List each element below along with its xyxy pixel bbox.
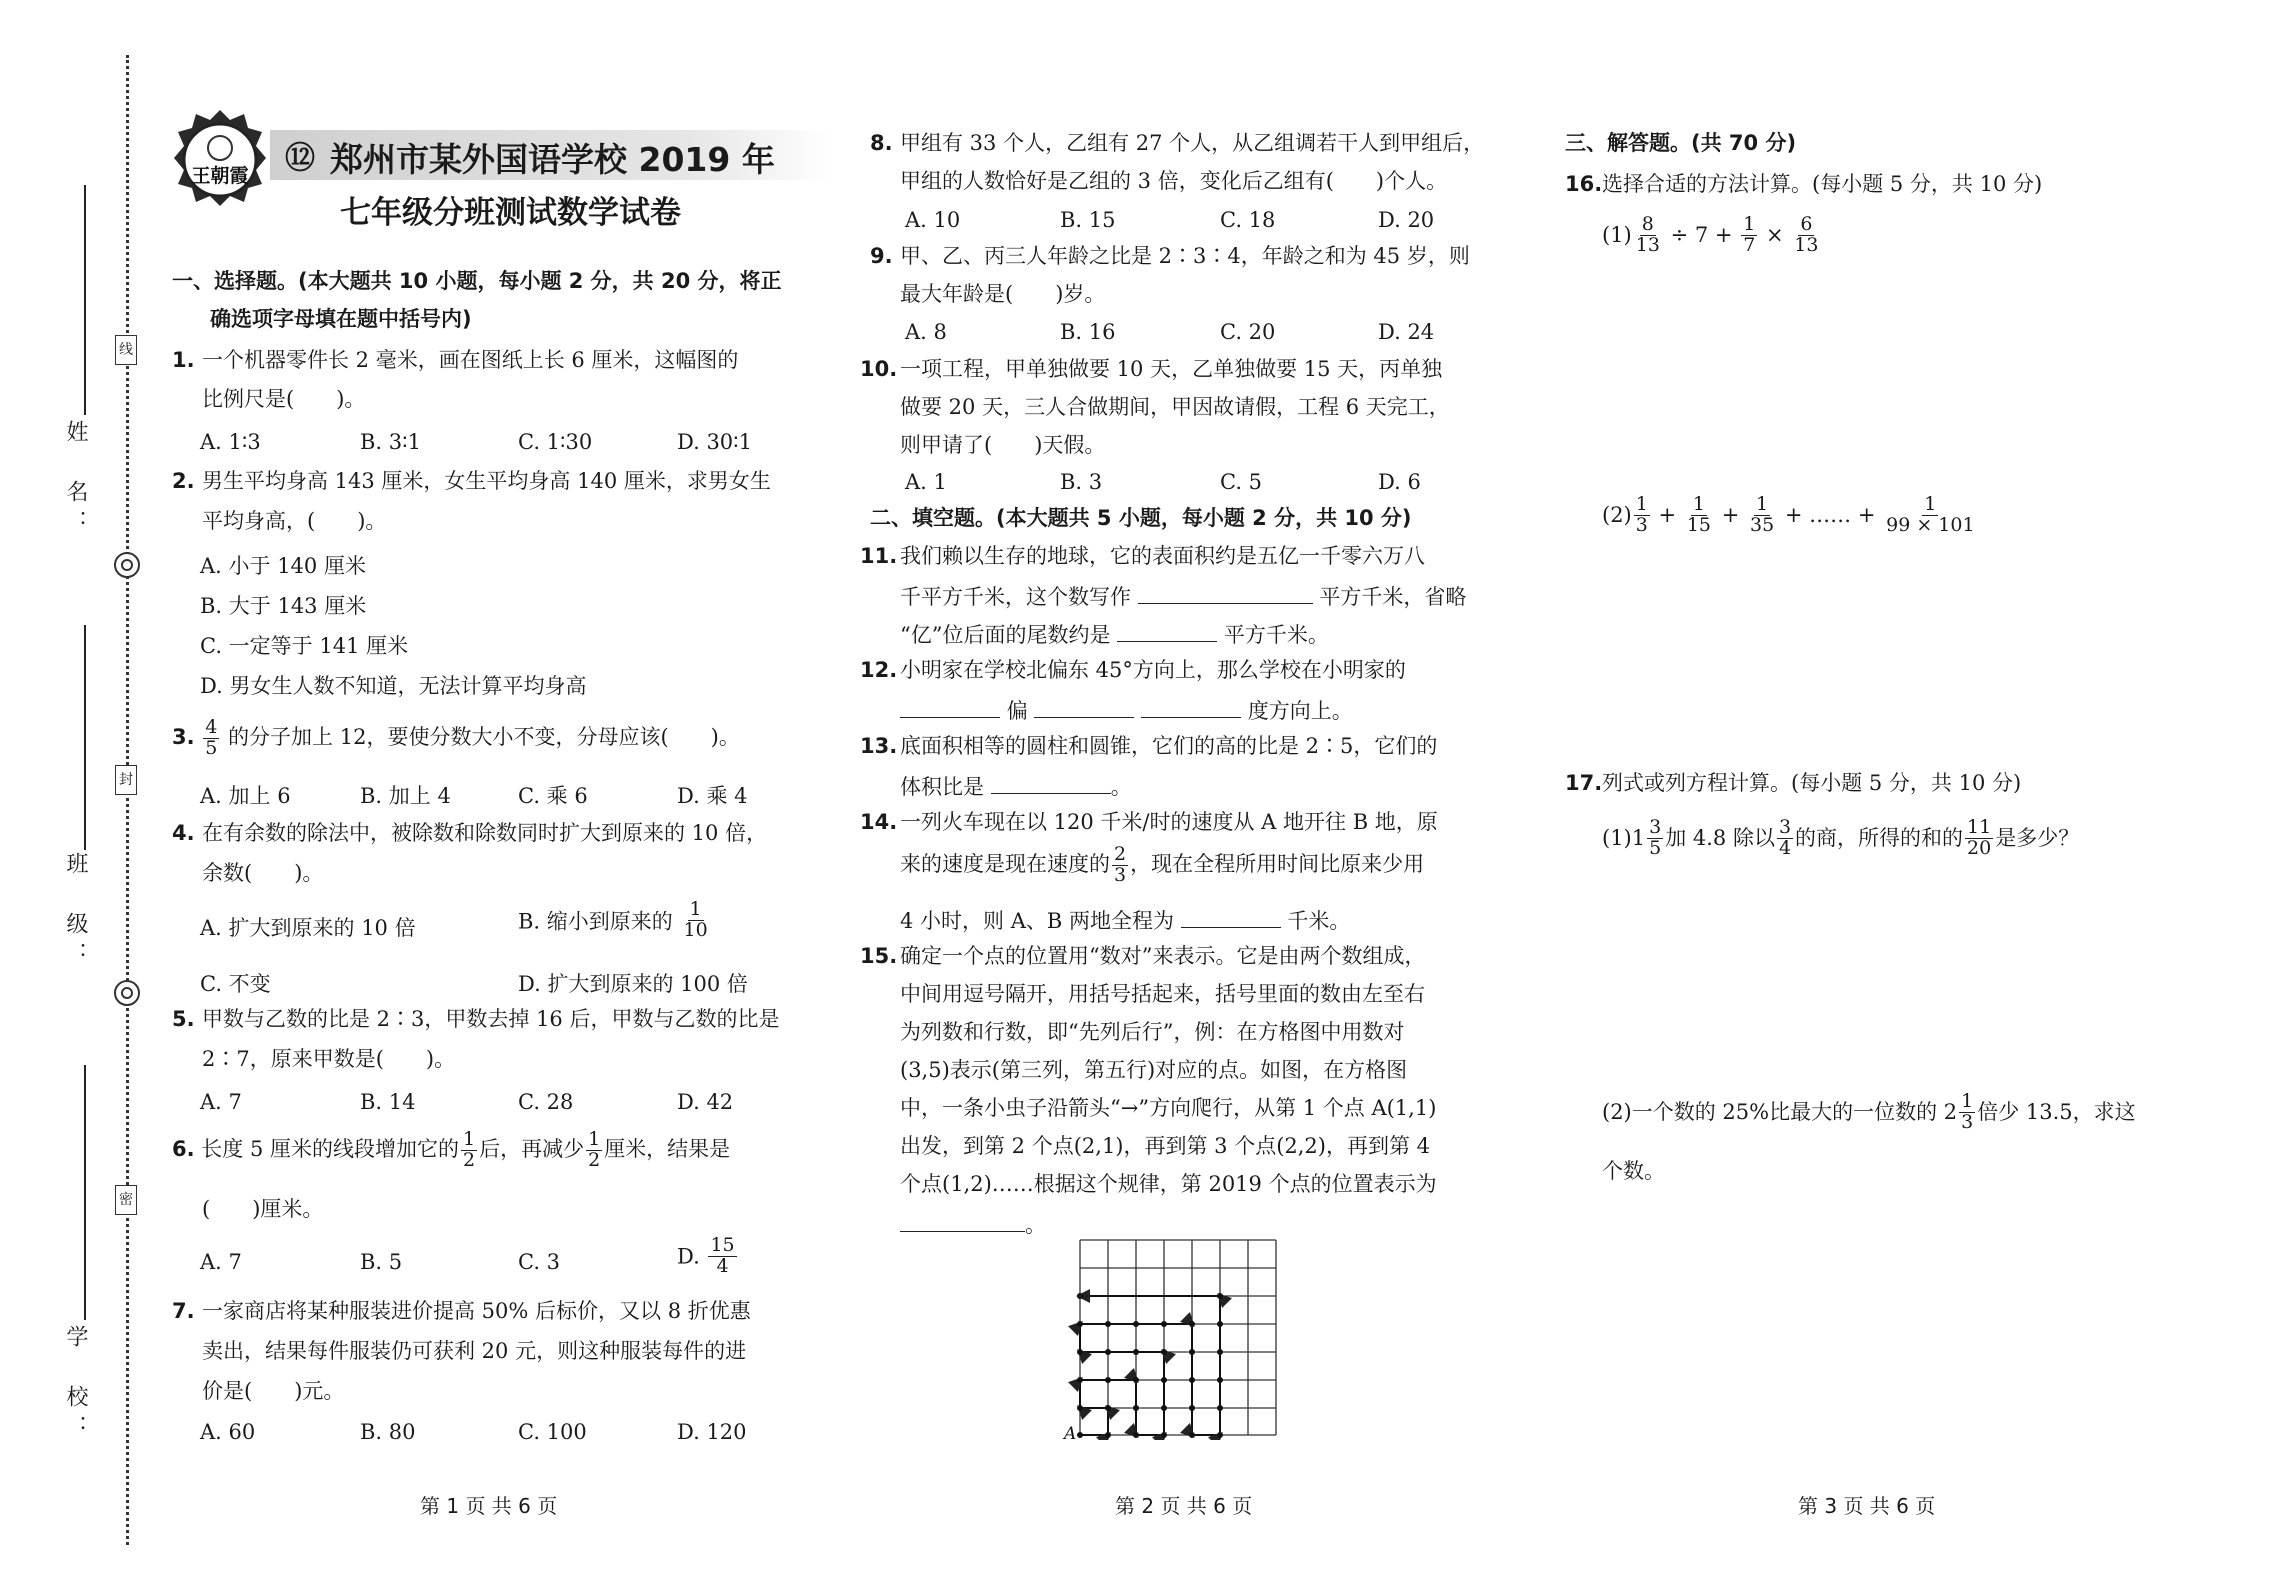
q4-stem: 在有余数的除法中，被除数和除数同时扩大到原来的 10 倍，: [202, 821, 768, 845]
q1-option-b: B. 3∶1: [360, 430, 421, 454]
q4-number: 4.: [172, 821, 195, 845]
q17-stem: 列式或列方程计算。(每小题 5 分，共 10 分): [1602, 771, 2022, 795]
q1-number: 1.: [172, 348, 195, 372]
q3-fraction: $\frac{4}{5}$: [205, 716, 218, 759]
q5-number: 5.: [172, 1007, 195, 1031]
q11-stem: 我们赖以生存的地球，它的表面积约是五亿一千零六万八: [900, 544, 1425, 568]
q9-option-b: B. 16: [1060, 320, 1116, 344]
q13-stem-row2: 体积比是 。: [900, 775, 1132, 799]
q17-number: 17.: [1565, 771, 1603, 795]
binding-marker-seal: 封: [115, 765, 137, 795]
q15-grid-figure: [1060, 1230, 1290, 1440]
class-field[interactable]: [84, 625, 86, 850]
section-2-title: 二、填空题。(本大题共 5 小题，每小题 2 分，共 10 分): [870, 506, 1412, 530]
q7-stem: 一家商店将某种服装进价提高 50% 后标价，又以 8 折优惠: [202, 1299, 751, 1323]
q15-line: 为列数和行数，即“先列后行”，例：在方格图中用数对: [900, 1020, 1405, 1044]
q4-option-d: D. 扩大到原来的 100 倍: [518, 972, 748, 996]
q4-stem-cont: 余数( )。: [202, 861, 324, 885]
q11-blank-2[interactable]: [1117, 621, 1217, 642]
q5-stem-cont: 2∶7，原来甲数是( )。: [202, 1047, 456, 1071]
q15-line: (3,5)表示(第三列，第五行)对应的点。如图，在方格图: [900, 1058, 1408, 1082]
logo-text: 王朝霞: [191, 165, 249, 187]
paper-number: ⑫: [285, 141, 315, 176]
q7-stem-cont: 卖出，结果每件服装仍可获利 20 元，则这种服装每件的进: [202, 1339, 747, 1363]
q8-option-c: C. 18: [1220, 208, 1276, 232]
q5-option-b: B. 14: [360, 1090, 416, 1114]
q3-stem: 的分子加上 12，要使分数大小不变，分母应该( )。: [228, 724, 740, 749]
q16-part2: (2) $\frac{1}{3}$ + $\frac{1}{15}$ + $\frac{1}{35}$ + …… + $\frac{1}{99 \times 101}$: [1602, 493, 1975, 536]
page-footer-3: 第 3 页 共 6 页: [1798, 1494, 1936, 1518]
q2-stem-cont: 平均身高，( )。: [202, 509, 387, 533]
q6-option-c: C. 3: [518, 1250, 561, 1274]
q11-blank-1[interactable]: [1138, 583, 1313, 604]
binding-marker-line: 线: [115, 335, 137, 365]
q10-option-b: B. 3: [1060, 470, 1103, 494]
q8-stem: 甲组有 33 个人，乙组有 27 个人，从乙组调若干人到甲组后，: [900, 131, 1485, 155]
q6-fraction-2: $\frac{1}{2}$: [588, 1128, 601, 1171]
q17-part1: (1)1 $\frac{3}{5}$ 加 4.8 除以 $\frac{3}{4}$ 的商，所得的和的 $\frac{11}{20}$ 是多少？: [1602, 816, 2080, 859]
q8-option-d: D. 20: [1378, 208, 1435, 232]
q10-option-a: A. 1: [905, 470, 947, 494]
q8-option-b: B. 15: [1060, 208, 1116, 232]
q6-option-a: A. 7: [200, 1250, 242, 1274]
q16-stem: 选择合适的方法计算。(每小题 5 分，共 10 分): [1602, 172, 2043, 196]
q4-option-b: B. 缩小到原来的 $\frac{1}{10}$: [518, 898, 708, 941]
q12-number: 12.: [860, 658, 898, 682]
q7-number: 7.: [172, 1299, 195, 1323]
section-1-title-cont: 确选项字母填在题中括号内): [210, 307, 472, 331]
q15-line: 出发，到第 2 个点(2,1)，再到第 3 个点(2,2)，再到第 4: [900, 1134, 1431, 1158]
q10-stem-cont2: 则甲请了( )天假。: [900, 433, 1106, 457]
q14-stem-row3: 4 小时，则 A、B 两地全程为 千米。: [900, 909, 1351, 933]
q8-stem-cont: 甲组的人数恰好是乙组的 3 倍，变化后乙组有( )个人。: [900, 169, 1448, 193]
q9-option-d: D. 24: [1378, 320, 1435, 344]
q15-blank[interactable]: [900, 1211, 1025, 1232]
q3-option-a: A. 加上 6: [200, 784, 291, 808]
q3-stem-row: [172, 718, 740, 759]
q3-option-c: C. 乘 6: [518, 784, 588, 808]
q2-option-b: B. 大于 143 厘米: [200, 594, 367, 618]
binding-marker-secret: 密: [115, 1185, 137, 1215]
q3-option-b: B. 加上 4: [360, 784, 451, 808]
paper-title-line1: 郑州市某外国语学校 2019 年: [330, 140, 775, 179]
q5-option-d: D. 42: [677, 1090, 734, 1114]
school-field[interactable]: [84, 1065, 86, 1320]
q17-part2-cont: 个数。: [1602, 1159, 1665, 1183]
q6-option-d-fraction: $\frac{15}{4}$: [710, 1234, 735, 1277]
q6-option-b: B. 5: [360, 1250, 403, 1274]
class-label: 班 级：: [63, 852, 88, 972]
q12-stem-row2: 偏 度方向上。: [900, 697, 1353, 723]
q2-number: 2.: [172, 469, 195, 493]
q12-blank-2[interactable]: [1034, 697, 1134, 718]
q13-stem: 底面积相等的圆柱和圆锥，它们的高的比是 2∶5，它们的: [900, 734, 1438, 758]
q15-line: 个点(1,2)……根据这个规律，第 2019 个点的位置表示为: [900, 1172, 1437, 1196]
q10-option-c: C. 5: [1220, 470, 1263, 494]
q2-option-a: A. 小于 140 厘米: [200, 554, 366, 578]
q6-number: 6.: [172, 1136, 195, 1161]
q1-stem-cont: 比例尺是( )。: [202, 387, 366, 411]
q3-number: 3.: [172, 724, 195, 749]
q15-answer-row: 。: [900, 1211, 1046, 1237]
q1-option-c: C. 1∶30: [518, 430, 593, 454]
q13-number: 13.: [860, 734, 898, 758]
q2-option-c: C. 一定等于 141 厘米: [200, 634, 409, 658]
q4-option-b-fraction: $\frac{1}{10}$: [683, 898, 708, 941]
q3-option-d: D. 乘 4: [677, 784, 748, 808]
q10-stem-cont: 做要 20 天，三人合做期间，甲因故请假，工程 6 天完工，: [900, 395, 1450, 419]
q4-option-a: A. 扩大到原来的 10 倍: [200, 916, 416, 940]
name-field[interactable]: [84, 185, 86, 415]
page-footer-1: 第 1 页 共 6 页: [420, 1494, 558, 1518]
q12-blank-1[interactable]: [900, 697, 1000, 718]
q5-option-a: A. 7: [200, 1090, 242, 1114]
q6-stem-row: 6. 长度 5 厘米的线段增加它的 $\frac{1}{2}$ 后，再减少 $\frac{1}{2}$ 厘米，结果是: [172, 1128, 731, 1171]
q16-part1: (1) $\frac{8}{13}$ ÷ 7 + $\frac{1}{7}$ × $\frac{6}{13}$: [1602, 213, 1819, 256]
q12-stem: 小明家在学校北偏东 45°方向上，那么学校在小明家的: [900, 658, 1406, 682]
q7-option-a: A. 60: [200, 1420, 256, 1444]
q10-stem: 一项工程，甲单独做要 10 天，乙单独做要 15 天，丙单独: [900, 357, 1443, 381]
q11-stem-row3: “亿”位后面的尾数约是 平方千米。: [900, 623, 1329, 647]
q7-option-c: C. 100: [518, 1420, 587, 1444]
q14-stem: 一列火车现在以 120 千米/时的速度从 A 地开往 B 地，原: [900, 810, 1438, 834]
q2-option-d: D. 男女生人数不知道，无法计算平均身高: [200, 674, 587, 698]
q7-stem-cont2: 价是( )元。: [202, 1379, 345, 1403]
q9-stem-cont: 最大年龄是( )岁。: [900, 282, 1106, 306]
q15-line: 中，一条小虫子沿箭头“→”方向爬行，从第 1 个点 A(1,1): [900, 1096, 1437, 1120]
q7-option-b: B. 80: [360, 1420, 416, 1444]
q5-stem: 甲数与乙数的比是 2∶3，甲数去掉 16 后，甲数与乙数的比是: [202, 1007, 780, 1031]
school-label: 学 校：: [63, 1325, 88, 1445]
q2-stem: 男生平均身高 143 厘米，女生平均身高 140 厘米，求男女生: [202, 469, 771, 493]
q14-number: 14.: [860, 810, 898, 834]
name-label: 姓 名：: [63, 420, 88, 540]
binding-hole-icon: [114, 980, 140, 1006]
q14-stem-row2: 来的速度是现在速度的 $\frac{2}{3}$ ，现在全程所用时间比原来少用: [900, 843, 1425, 886]
q14-fraction: $\frac{2}{3}$: [1114, 843, 1127, 886]
binding-dotted-line: [126, 55, 129, 1545]
q1-stem: 一个机器零件长 2 毫米，画在图纸上长 6 厘米，这幅图的: [202, 348, 739, 372]
q13-blank[interactable]: [991, 773, 1111, 794]
q8-option-a: A. 10: [905, 208, 961, 232]
q9-number: 9.: [870, 244, 893, 268]
logo-icon: [172, 108, 268, 216]
q15-number: 15.: [860, 944, 898, 968]
q5-option-c: C. 28: [518, 1090, 574, 1114]
q1-option-d: D. 30∶1: [677, 430, 752, 454]
q15-line: 确定一个点的位置用“数对”来表示。它是由两个数组成，: [900, 944, 1426, 968]
q6-stem-cont: ( )厘米。: [202, 1197, 324, 1221]
q9-option-a: A. 8: [905, 320, 947, 344]
q4-option-c: C. 不变: [200, 972, 271, 996]
q10-option-d: D. 6: [1378, 470, 1421, 494]
q17-part2: (2)一个数的 25%比最大的一位数的 2 $\frac{1}{3}$ 倍少 13.5，求这: [1602, 1090, 2136, 1133]
q14-blank[interactable]: [1181, 907, 1281, 928]
q12-blank-3[interactable]: [1141, 697, 1241, 718]
section-3-title: 三、解答题。(共 70 分): [1565, 131, 1797, 155]
section-1-title: 一、选择题。(本大题共 10 小题，每小题 2 分，共 20 分，将正: [172, 269, 782, 293]
q6-option-d: D. $\frac{15}{4}$: [677, 1234, 735, 1277]
q9-option-c: C. 20: [1220, 320, 1276, 344]
q6-fraction-1: $\frac{1}{2}$: [463, 1128, 476, 1171]
paper-title-line2: 七年级分班测试数学试卷: [340, 195, 681, 231]
q8-number: 8.: [870, 131, 893, 155]
q11-number: 11.: [860, 544, 898, 568]
q7-option-d: D. 120: [677, 1420, 747, 1444]
q1-option-a: A. 1∶3: [200, 430, 261, 454]
q15-line: 中间用逗号隔开，用括号括起来，括号里面的数由左至右: [900, 982, 1425, 1006]
q9-stem: 甲、乙、丙三人年龄之比是 2∶3∶4，年龄之和为 45 岁，则: [900, 244, 1470, 268]
q15-point-a-label: A: [1064, 1424, 1077, 1440]
q11-stem-row2: 千平方千米，这个数写作 平方千米，省略: [900, 585, 1467, 609]
binding-hole-icon: [114, 552, 140, 578]
page-footer-2: 第 2 页 共 6 页: [1115, 1494, 1253, 1518]
q10-number: 10.: [860, 357, 898, 381]
q16-number: 16.: [1565, 172, 1603, 196]
